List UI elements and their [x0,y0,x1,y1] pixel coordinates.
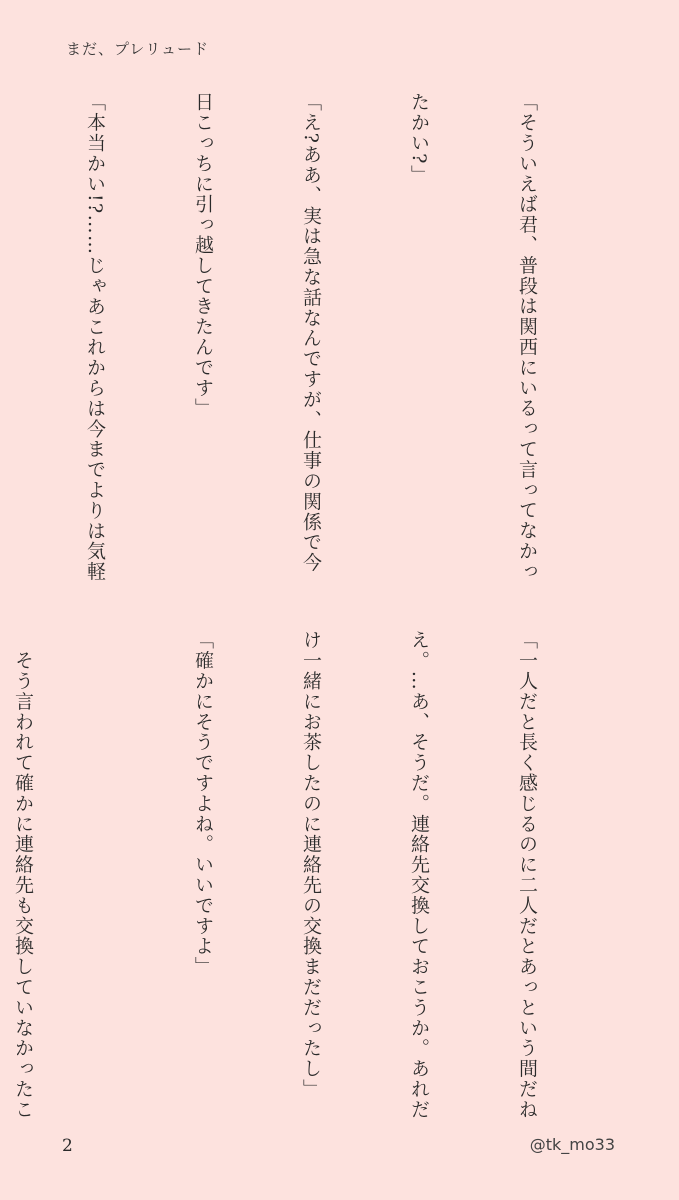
text-line: たかい?」 [408,92,430,186]
text-line: そう言われて確かに連絡先も交換していなかったこ [12,630,34,1120]
author-handle: @tk_mo33 [529,1135,615,1154]
text-line: 「え?ああ、実は急な話なんですが、仕事の関係で今 [300,92,322,573]
text-line: え。…あ、そうだ。連絡先交換しておこうか。あれだ [408,630,430,1120]
text-line: け一緒にお茶したのに連絡先の交換まだだったし」 [300,630,322,1100]
text-line: 日こっちに引っ越してきたんです」 [192,92,214,419]
page-header-title: まだ、プレリュード [66,40,209,58]
text-block-bottom [12,630,617,1120]
text-block-top [57,92,617,612]
text-line: 「そういえば君、普段は関西にいるって言ってなかっ [516,92,538,582]
page-number: 2 [62,1136,73,1156]
text-line: 「確かにそうですよね。いいですよ」 [192,630,214,977]
text-line: 「一人だと長く感じるのに二人だとあっという間だね [516,630,538,1120]
text-line [0,92,5,612]
text-line: 「本当かい!?……じゃあこれからは今までよりは気軽 [84,92,106,582]
